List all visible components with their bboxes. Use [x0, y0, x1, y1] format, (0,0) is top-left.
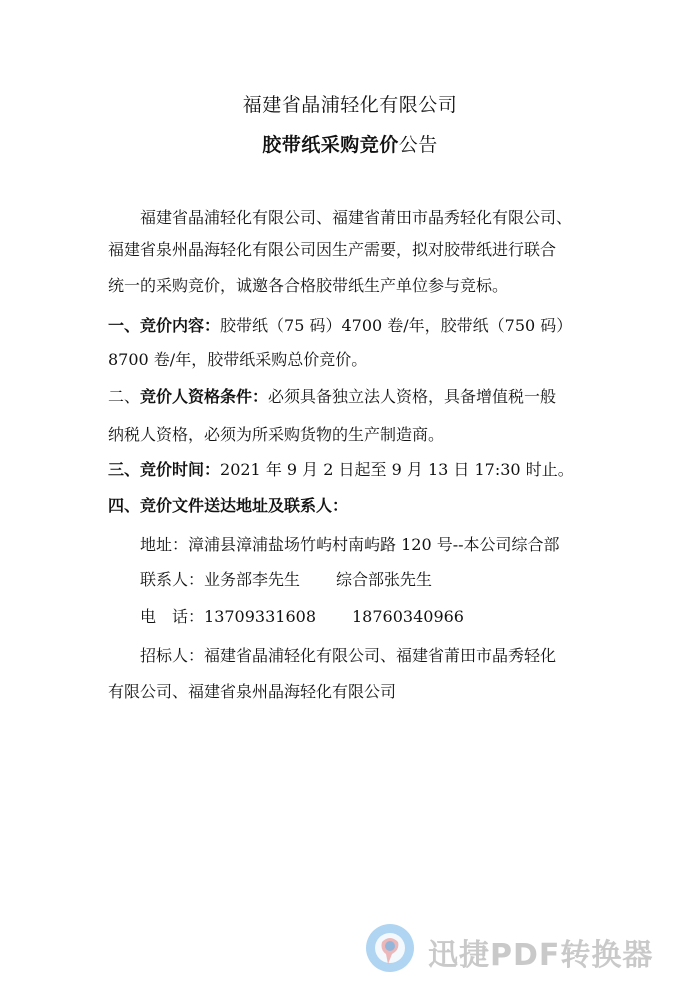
- document-title: 福建省晶浦轻化有限公司: [242, 94, 458, 116]
- pdf-converter-logo-icon: [362, 920, 418, 976]
- contact-phone-label: 电 话：: [140, 607, 205, 626]
- tenderer-line-1: 招标人：福建省晶浦轻化有限公司、福建省莆田市晶秀轻化: [140, 646, 557, 665]
- contact-people-second: 综合部张先生: [336, 570, 433, 589]
- intro-line-3: 统一的采购竞价，诚邀各合格胶带纸生产单位参与竞标。: [108, 276, 509, 295]
- subtitle-bold: 胶带纸采购竞价: [262, 134, 399, 156]
- intro-line-2: 福建省泉州晶海轻化有限公司因生产需要，拟对胶带纸进行联合: [108, 240, 557, 259]
- contact-phone-2: 18760340966: [352, 607, 464, 626]
- contact-people: [140, 570, 432, 590]
- contact-phone: [140, 607, 464, 627]
- subtitle-normal: 公告: [398, 134, 438, 156]
- section-4-heading: 四、竞价文件送达地址及联系人：: [108, 496, 349, 515]
- section-2-line-2: 纳税人资格，必须为所采购货物的生产制造商。: [108, 425, 445, 444]
- section-3-text-1: 2021 年 9 月 2 日起至 9 月 13 日 17:30 时止。: [220, 460, 574, 479]
- contact-people-first: 联系人：业务部李先生: [140, 570, 301, 589]
- contact-address: 地址：漳浦县漳浦盐场竹屿村南屿路 120 号--本公司综合部: [140, 535, 560, 554]
- section-2-heading: 竞价人资格条件：: [140, 387, 269, 406]
- contact-phone-1: 13709331608: [204, 607, 316, 626]
- tenderer-line-2: 有限公司、福建省泉州晶海轻化有限公司: [108, 682, 397, 701]
- section-1-text-1: 胶带纸（75 码）4700 卷/年，胶带纸（750 码）: [220, 316, 573, 335]
- document-subtitle: [0, 130, 700, 157]
- section-1-line-1: [108, 316, 572, 336]
- section-1-heading: 一、竞价内容：: [108, 316, 221, 335]
- watermark-text: 迅捷PDF转换器: [428, 938, 654, 973]
- intro-line-1: 福建省晶浦轻化有限公司、福建省莆田市晶秀轻化有限公司、: [140, 208, 573, 227]
- section-2-prefix: 二、: [108, 387, 141, 406]
- section-1-line-2: 8700 卷/年，胶带纸采购总价竞价。: [108, 350, 368, 369]
- section-2-text-1: 必须具备独立法人资格，具备增值税一般: [268, 387, 557, 406]
- watermark: [362, 920, 692, 980]
- section-3-heading: 三、竞价时间：: [108, 460, 221, 479]
- section-2-line-1: [108, 387, 556, 407]
- section-3-line-1: [108, 460, 574, 480]
